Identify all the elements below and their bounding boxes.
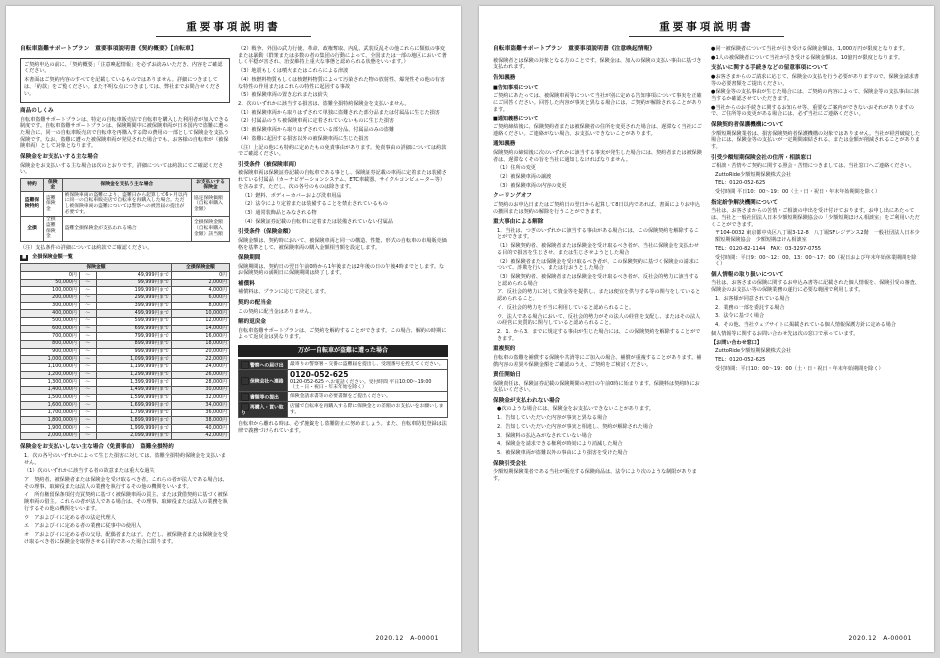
limit-list bbox=[711, 46, 921, 61]
premium-cell: 1,799,999円まで bbox=[96, 409, 171, 417]
premium-cell: 2,000円 bbox=[171, 279, 229, 287]
section-title: 解約返戻金 bbox=[238, 319, 266, 326]
list-item: 3．法令に基づく場合 bbox=[715, 313, 765, 320]
premium-cell: 24,000円 bbox=[171, 363, 229, 371]
title-underline bbox=[629, 36, 784, 37]
section-text: ご契約のお申込日またはご契約日の翌日から起算して8日以内であれば、書面によりお申込の撤回または契約の解除を行うことができます。 bbox=[493, 201, 700, 215]
list-item: ウ アおよびイに定める者の法定代理人 bbox=[24, 514, 116, 521]
section-text: 保険期間は、契約日の翌日午前0時から1年後または2年後の日の午後4時までとします。なお保険契約の満期日に保険期間は終了します。 bbox=[238, 263, 445, 277]
step-label: 保険会社へ連絡 bbox=[239, 370, 288, 392]
section-text: 保険責任は、保険証券記載の保険期間の初日の午前0時に始まります。保険料は契約時にお支払いください。 bbox=[493, 380, 700, 394]
table-row bbox=[21, 363, 230, 371]
range-separator: 〜 bbox=[79, 310, 96, 318]
list-item: ●次のような場合には、保険金をお支払いできないことがあります。 bbox=[497, 406, 654, 413]
title-underline bbox=[156, 36, 311, 37]
premium-cell: 200,000円 bbox=[21, 294, 80, 302]
page-title: 重要事項説明書 bbox=[659, 21, 754, 33]
premium-cell: 800,000円 bbox=[21, 340, 80, 348]
inquiry-contact bbox=[711, 348, 921, 372]
premium-cell: 700,000円 bbox=[21, 333, 80, 341]
step-label: 書類等の提出 bbox=[239, 392, 288, 402]
premium-cell: 1,099,999円まで bbox=[96, 356, 171, 364]
privacy-list bbox=[711, 296, 921, 329]
page-footer: 2020.12 A-00001 bbox=[375, 635, 439, 642]
section-text: ご相談・苦情やご契約に関する照会・苦情につきましては、当社窓口へご連絡ください。 bbox=[711, 163, 915, 170]
table-row bbox=[21, 294, 230, 302]
list-item: （1）次のいずれかに該当する者の故意または重大な過失 bbox=[24, 468, 155, 475]
range-separator: 〜 bbox=[79, 409, 96, 417]
premium-cell: 1,100,000円 bbox=[21, 363, 80, 371]
list-item: 1．お客様が同意されている場合 bbox=[715, 295, 790, 302]
range-separator: 〜 bbox=[79, 317, 96, 325]
list-item: ●1人の被保険者について当社が引き受ける保険金額は、10億円が限度となります。 bbox=[711, 54, 903, 61]
premium-cell: 1,899,999円まで bbox=[96, 417, 171, 425]
list-item: 4．その他、当社ウェブサイトに掲載されている個人情報保護方針に定める場合 bbox=[715, 322, 896, 328]
premium-cell: 1,500,000円 bbox=[21, 394, 80, 402]
section-title: 保険金をお支払いしない主な場合（免責事由） 盗難全損特約 bbox=[20, 444, 174, 451]
association-hours: 受付時間：平日9：00〜12：00、13：00〜17：00（祝日および年末年始休業期間を除く） bbox=[715, 254, 917, 268]
range-separator: 〜 bbox=[79, 432, 96, 440]
section-title: クーリングオフ bbox=[493, 193, 532, 200]
section-title: 重複契約 bbox=[493, 346, 516, 353]
company-tel[interactable]: TEL：0120-052-625 bbox=[715, 180, 766, 187]
list-item: （2）法令により定着または装備することを禁止されているもの bbox=[242, 201, 388, 208]
table-row bbox=[21, 356, 230, 364]
range-separator: 〜 bbox=[79, 294, 96, 302]
section-title: 保険期間 bbox=[238, 255, 261, 262]
coverage-desc: 被保険車両の盗難により、盗難日から起算して6ヶ月以内に同一の自転車販売店で自転車を再購入した場合。ただし被保険車両の盗難については警察への被害届の提出が必要です。 bbox=[62, 192, 191, 217]
premium-cell: 0円 bbox=[21, 272, 80, 280]
premium-cell: 1,200,000円 bbox=[21, 371, 80, 379]
section-text: 当社は、お客さまの保険に関するお申込み書等に記載された個人情報を、保険引受の審査、保険金のお支払い等の保険業務の遂行に必要な範囲で利用します。 bbox=[711, 280, 920, 294]
premium-cell: 0円 bbox=[171, 272, 229, 280]
list-item: ●お客さまからのご請求に応じて、保険金の支払を行う必要がありますので、保険金請求書等の必要書類をご提出ください。 bbox=[711, 73, 919, 87]
section-text: 自転車の盗難を補償する保険や共済等にご加入の場合、補償が重複することがあります。補償内容の差異や保険金額をご確認のうえ、ご契約をご検討ください。 bbox=[493, 354, 702, 368]
section-title: 保険金が支払われない場合 bbox=[493, 398, 561, 405]
list-item: （3）地震もしくは噴火またはこれらによる津波 bbox=[238, 68, 349, 75]
section-title: 引受条件（保険金額） bbox=[238, 229, 294, 236]
premium-cell: 699,999円まで bbox=[96, 325, 171, 333]
non-payment-list bbox=[493, 406, 703, 456]
premium-cell: 499,999円まで bbox=[96, 310, 171, 318]
company-name: ZuttoRide少額短期保険株式会社 bbox=[715, 171, 792, 178]
premium-cell: 1,900,000円 bbox=[21, 425, 80, 433]
section-text: 個人情報等に関するお問い合わせ先は次の窓口で承っています。 bbox=[711, 330, 859, 337]
list-item: （3）被保険車両の内容の変更 bbox=[497, 182, 567, 189]
list-item: （4）核燃料物質もしくは核燃料物質によって汚染された物の放射性、爆発性その他の有害な特性の作用またはこれらの特性に起因する事故 bbox=[238, 76, 445, 90]
section-text: 補償料は、プランに応じて決定します。 bbox=[238, 289, 330, 296]
premium-cell: 26,000円 bbox=[171, 371, 229, 379]
coverage-desc: 盗難全損保険金が支払われる場合 bbox=[62, 216, 191, 241]
section-text: 自転車盗難サポートプランは、特定の自転車販売店で自転車を購入した利用者が加入できる制度です。自転車盗難サポートプランは、保険期間中に被保険車両が日本国内で盗難に遭った場合に、同一の自転車販売店で自転車を再購入する際の費用の一部として保険金を支払う保険です。なお、盗難に遭った被保険車両が発見された場合でも、お客様の自転車が（被保険車両）として対象となります。 bbox=[20, 116, 229, 150]
intro-box bbox=[20, 58, 230, 104]
section-title: 保険引受会社 bbox=[493, 460, 527, 467]
section-text: 被保険車両は保険証券記載の自転車である事とし、保険証券記載の車両に定着または装備されている付属品（カーナビゲーションシステム、ETC車載器、サイクルコンピューター等）を含みます。ただし、次の各号のものは除きます。 bbox=[238, 170, 447, 190]
section-title: 保険金をお支払いする主な場合 bbox=[20, 154, 99, 161]
section-title: 引受条件（被保険車両） bbox=[238, 162, 300, 169]
premium-cell: 38,000円 bbox=[171, 417, 229, 425]
list-item: （3）被保険車両から取りはずされている部分品、付属品のみの盗難 bbox=[238, 127, 395, 134]
premium-cell: 6,000円 bbox=[171, 294, 229, 302]
list-item: ●当社からのお手続きに関するお知らせ等、重要なご案内ができないおそれがありますので、ご住所等の変更がある場合には、必ず当社にご連絡ください。 bbox=[711, 104, 914, 118]
section-title: 契約の配当金 bbox=[238, 300, 272, 307]
intro-text: ご契約申込の前に、「契約概要」「注意喚起情報」を必ずお読みいただき、内容をご確認ください。 bbox=[24, 61, 223, 75]
coverage-table bbox=[20, 178, 230, 242]
table-row bbox=[21, 325, 230, 333]
coverage-header: 保険金を支払う主な場合 bbox=[62, 179, 191, 192]
document-heading: 自転車盗難サポートプラン 重要事項説明書《注意喚起情報》 bbox=[493, 46, 656, 52]
association-contact bbox=[711, 230, 921, 268]
right-column-a bbox=[493, 46, 703, 485]
range-separator: 〜 bbox=[79, 325, 96, 333]
premium-cell: 199,999円まで bbox=[96, 287, 171, 295]
section-text: ご契約にあたっては、被保険車両等について当社が別に定める告知事項について事実を正確にご回答ください。回答した内容が事実と異なる場合には、ご契約が解除されることがあります。 bbox=[493, 93, 702, 113]
procedure-list bbox=[711, 74, 921, 118]
list-item: 1．告知していただいた内容が事実と異なる場合 bbox=[497, 415, 608, 422]
list-item: （2）付属品のうち被保険車両に定着されていないものに生じた損害 bbox=[238, 118, 395, 125]
section-text: 少額短期保険業者である当社が販売する保険商品は、法令により次のような制限があります。 bbox=[493, 469, 697, 482]
premium-cell: 1,400,000円 bbox=[21, 386, 80, 394]
table-row bbox=[21, 340, 230, 348]
premium-cell: 1,600,000円 bbox=[21, 402, 80, 410]
section-note: （注）上記の他にも特約に定めたもの免責事由があります。免責事由の詳細については約款でご確認ください。 bbox=[238, 144, 447, 158]
step-label: 再購入・買い取り bbox=[239, 402, 288, 418]
page-contract-summary bbox=[6, 6, 461, 652]
table-row bbox=[21, 379, 230, 387]
premium-cell: 1,299,999円まで bbox=[96, 371, 171, 379]
premium-cell: 14,000円 bbox=[171, 325, 229, 333]
notice-list bbox=[493, 165, 703, 189]
premium-cell: 22,000円 bbox=[171, 356, 229, 364]
list-item: ●同一被保険者について当社が引き受ける保険金額は、1,000万円が限度となります。 bbox=[711, 46, 908, 52]
table-row bbox=[21, 310, 230, 318]
premium-cell: 1,800,000円 bbox=[21, 417, 80, 425]
list-item: （5）被保険車両の置き忘れまたは紛失 bbox=[238, 92, 328, 99]
intro-text: 本書面はご契約内容のすべてを記載しているものではありません。詳細につきましては、「約款」をご覧ください。また不明な点につきましては、弊社までお問合せください。 bbox=[24, 77, 221, 97]
table-row bbox=[21, 409, 230, 417]
premium-cell: 16,000円 bbox=[171, 333, 229, 341]
table-row bbox=[21, 317, 230, 325]
list-item: 1．次の各号のいずれかによって生じた損害に対しては、盗難全損特約保険金を支払いません。 bbox=[24, 452, 226, 466]
step-label: 警察への届け出 bbox=[239, 360, 288, 370]
premium-cell: 49,999円まで bbox=[96, 272, 171, 280]
premium-cell: 899,999円まで bbox=[96, 340, 171, 348]
coverage-header: 保険金 bbox=[44, 179, 63, 192]
list-item: 5．被保険車両が盗難以外の事由により損害を受けた場合 bbox=[497, 450, 628, 457]
subsection-title: ■告知事項について bbox=[493, 85, 539, 92]
range-separator: 〜 bbox=[79, 417, 96, 425]
list-item: 2．告知していただいた内容が事実と相違し、契約が解除された場合 bbox=[497, 423, 654, 430]
table-row bbox=[239, 370, 448, 392]
table-row bbox=[21, 386, 230, 394]
premium-cell: 1,699,999円まで bbox=[96, 402, 171, 410]
coverage-pay: 協定保険価額（自転車購入金額） bbox=[192, 192, 230, 217]
section-title: 通知義務 bbox=[493, 141, 516, 148]
range-separator: 〜 bbox=[79, 379, 96, 387]
theft-banner: 万が一自転車が盗難に遭った場合 bbox=[238, 345, 448, 357]
premium-cell: 30,000円 bbox=[171, 386, 229, 394]
premium-cell: 99,999円まで bbox=[96, 279, 171, 287]
table-row bbox=[21, 394, 230, 402]
range-separator: 〜 bbox=[79, 425, 96, 433]
coverage-header: お支払いする保険金 bbox=[192, 179, 230, 192]
left-column-a bbox=[20, 46, 230, 547]
section-title: 責任開始日 bbox=[493, 372, 521, 379]
list-item: （1）保険契約者、被保険者または保険金を受け取るべき者が、当社に保険金を支払わせる目的で損害を生じさせ、または生じさせようとした場合 bbox=[497, 243, 699, 256]
company-contact bbox=[711, 172, 921, 196]
list-item: （3）通常装飾品とみなされる物 bbox=[242, 210, 317, 217]
premium-cell: 32,000円 bbox=[171, 394, 229, 402]
right-column-b bbox=[711, 46, 921, 374]
list-item: 2．次のいずれかに該当する損害は、盗難全損特約保険金を支払いません。 bbox=[238, 101, 410, 108]
section-text: 保険金をお支払いする主な場合は次のとおりです。詳細については約款にてご確認ください。 bbox=[20, 162, 224, 176]
step-text: 0120-052-625 0120-052-625 へお電話ください。受付時間 平日10:00〜19:00（土・日・祝日・年末年始を除く） bbox=[288, 370, 448, 392]
list-item: イ 所有権留保条項付売買契約に基づく被保険車両の買主、または貸借契約に基づく被保険車両の借主。これらの者が法人である場合は、その理事、取締役または法人の業務を執行するその他の機関をいいます。 bbox=[24, 492, 228, 512]
step-1-icon bbox=[241, 361, 249, 369]
left-column-b bbox=[238, 46, 448, 437]
range-separator: 〜 bbox=[79, 302, 96, 310]
premium-cell: 2,099,999円まで bbox=[96, 432, 171, 440]
range-separator: 〜 bbox=[79, 394, 96, 402]
premium-cell: 400,000円 bbox=[21, 310, 80, 318]
company-name: ZuttoRide少額短期保険株式会社 bbox=[715, 348, 792, 355]
premium-cell: 399,999円まで bbox=[96, 302, 171, 310]
coverage-pay: 全損保険金額（自転車購入金額）該当額 bbox=[192, 216, 230, 241]
list-item: オ アおよびイに定める者の父母、配偶者または子。ただし、被保険者または保険金を受け取るべき者に保険金を取得させる目的であった場合に限ります。 bbox=[24, 532, 228, 545]
premium-cell: 50,000円 bbox=[21, 279, 80, 287]
coverage-cat: 盗難保険特約 bbox=[21, 192, 44, 217]
company-tel[interactable]: TEL：0120-052-625 bbox=[715, 356, 766, 363]
range-separator: 〜 bbox=[79, 356, 96, 364]
premium-cell: 2,000,000円 bbox=[21, 432, 80, 440]
step-4-icon bbox=[241, 403, 249, 411]
coverage-header: 特約 bbox=[21, 179, 44, 192]
premium-cell: 1,300,000円 bbox=[21, 379, 80, 387]
premium-cell: 1,700,000円 bbox=[21, 409, 80, 417]
list-item: ア 契約者、被保険者または保険金を受け取るべき者。これらの者が法人である場合は、その理事、取締役または法人の業務を執行するその他の機関をいいます。 bbox=[24, 476, 228, 490]
step-2-icon bbox=[241, 377, 249, 385]
coverage-cat: 全損 bbox=[21, 216, 44, 241]
premium-cell: 40,000円 bbox=[171, 425, 229, 433]
premium-cell: 36,000円 bbox=[171, 409, 229, 417]
page-footer: 2020.12 A-00001 bbox=[848, 635, 912, 642]
table-row bbox=[21, 287, 230, 295]
section-text: 当社は、お客さまからの苦情・ご相談の申出を受け付けております。お申し出にあたっては、当社と一般社団法人日本少額短期保険協会の「少額短期ほけん相談室」をご利用いただくことができます。 bbox=[711, 208, 920, 228]
premium-cell: 599,999円まで bbox=[96, 317, 171, 325]
list-item: 1．当社は、つぎのいずれかに該当する事由がある場合には、この保険契約を解除することができます。 bbox=[497, 227, 699, 241]
premium-cell: 1,999,999円まで bbox=[96, 425, 171, 433]
range-separator: 〜 bbox=[79, 386, 96, 394]
table-title-text: 全損保険金額一覧 bbox=[32, 254, 73, 261]
list-item: （4）保険証券記載の自転車に定着または装備されていない付属品 bbox=[242, 218, 393, 225]
list-item: （2）戦争、外国の武力行使、革命、政権奪取、内乱、武装反乱その他これらに類似の事変または暴動（群衆または多数の者の集団の行動によって、全国または一部の地区において著しく平穏が害され、治安維持上重大な事態と認められる状態をいいます。） bbox=[238, 46, 447, 66]
premium-cell: 999,999円まで bbox=[96, 348, 171, 356]
premium-cell: 799,999円まで bbox=[96, 333, 171, 341]
excluded-items-list bbox=[238, 193, 448, 226]
range-separator: 〜 bbox=[79, 340, 96, 348]
table-row bbox=[239, 360, 448, 370]
theft-steps-table bbox=[238, 359, 448, 418]
premium-header: 全損保険金額 bbox=[171, 264, 229, 272]
step-text: 店舗で自転車を再購入する際に保険金との差額のお支払いをお願いします。 bbox=[288, 402, 448, 418]
list-item: （4）盗難に起因する損害以外の被保険車両に生じた損害 bbox=[238, 135, 369, 142]
list-item: （3）保険契約者、被保険者または保険金を受け取るべき者が、反社会的勢力に該当すると認められる場合 bbox=[497, 273, 699, 287]
list-item: エ アおよびイに定める者の業務に従事中の使用人 bbox=[24, 523, 142, 530]
premium-cell: 100,000円 bbox=[21, 287, 80, 295]
section-text: ご契約締結後に、保険契約者または被保険者の住所を変更された場合は、遅滞なく当社にご連絡ください。ご連絡がない場合、お支払いできないことがあります。 bbox=[493, 124, 702, 137]
list-item: （2）被保険車両の譲渡 bbox=[497, 174, 552, 181]
section-text: 自転車盗難サポートプランは、ご契約を解約することができます。この場合、解約の時期によって返戻金は異なります。 bbox=[238, 327, 447, 341]
list-item: （1）住所の変更 bbox=[497, 165, 536, 172]
premium-cell: 299,999円まで bbox=[96, 294, 171, 302]
range-separator: 〜 bbox=[79, 402, 96, 410]
premium-cell: 42,000円 bbox=[171, 432, 229, 440]
cancellation-list bbox=[493, 228, 703, 343]
section-note: （注）支払条件の詳細については約款でご確認ください。 bbox=[20, 244, 153, 251]
table-row bbox=[239, 392, 448, 402]
closing-text: 自転車から離れる時は、必ず施錠をし盗難防止に努めましょう。また、自転車防犯登録は法律で義務づけられています。 bbox=[238, 421, 447, 434]
range-separator: 〜 bbox=[79, 333, 96, 341]
section-title: 指定紛争解決機関について bbox=[711, 199, 779, 206]
premium-table bbox=[20, 263, 230, 440]
premium-cell: 18,000円 bbox=[171, 340, 229, 348]
table-row bbox=[21, 192, 230, 217]
section-title: 補償料 bbox=[238, 281, 255, 288]
step-text: 最寄りの警察署・交番に盗難届を提出し、受理番号を控えてください。 bbox=[288, 360, 448, 370]
company-hours: 受付時間：平日10：00〜19：00（土・日・祝日・年末年始期間を除く） bbox=[715, 365, 884, 372]
document-heading: 自転車盗難サポートプラン 重要事項説明書《契約概要》【自転車】 bbox=[20, 46, 197, 52]
range-separator: 〜 bbox=[79, 371, 96, 379]
section-text: 少額短期保険業者は、損害保険契約者保護機構の対象ではありません。当社が経営破綻した場合には、保険金等の支払いが一定期間凍結される、または金額が削減されることがあります。 bbox=[711, 130, 921, 150]
step-3-icon bbox=[241, 393, 249, 401]
table-row bbox=[21, 272, 230, 280]
premium-header: 保険金額 bbox=[21, 264, 172, 272]
range-separator: 〜 bbox=[79, 363, 96, 371]
section-title: 重大事由による解除 bbox=[493, 219, 544, 226]
section-title: 個人情報の取り扱いについて bbox=[711, 272, 784, 279]
list-item: （1）被保険車両から取りはずされて単独に盗難された部分品または付属品に生じた損害 bbox=[238, 109, 440, 116]
association-address: 〒104-0032 東京都中央区八丁堀3-12-8 八丁堀SFレジデンス2階 一般社団法人日本少額短期保険協会 少額短期ほけん相談室 bbox=[715, 230, 920, 244]
premium-cell: 28,000円 bbox=[171, 379, 229, 387]
table-row bbox=[21, 216, 230, 241]
table-row bbox=[21, 348, 230, 356]
company-hours: 受付時間 平日10：00〜19：00（土・日・祝日・年末年始期間を除く） bbox=[715, 189, 881, 196]
section-title: 引受少額短期保険会社の住所・相談窓口 bbox=[711, 154, 812, 161]
section-title: 保険契約者保護機構について bbox=[711, 122, 784, 129]
range-separator: 〜 bbox=[79, 272, 96, 280]
list-item: 2．業務の一部を委託する場合 bbox=[715, 304, 785, 311]
subsection-title: ■通知義務について bbox=[493, 116, 539, 123]
section-text: この契約に配当金はありません。 bbox=[238, 308, 315, 315]
list-item: ア．反社会的勢力に対して資金等を提供し、または便宜を供与する等の関与をしていると認められること。 bbox=[497, 289, 701, 303]
range-separator: 〜 bbox=[79, 348, 96, 356]
list-item: イ．反社会的勢力を不当に利用していると認められること。 bbox=[497, 304, 635, 311]
section-title: 告知義務 bbox=[493, 75, 516, 82]
premium-cell: 1,599,999円まで bbox=[96, 394, 171, 402]
premium-cell: 4,000円 bbox=[171, 287, 229, 295]
premium-cell: 12,000円 bbox=[171, 317, 229, 325]
table-row bbox=[21, 432, 230, 440]
premium-cell: 900,000円 bbox=[21, 348, 80, 356]
premium-cell: 1,000,000円 bbox=[21, 356, 80, 364]
premium-cell: 20,000円 bbox=[171, 348, 229, 356]
section-title: 支払いに関する手続きなどの留意事項について bbox=[711, 65, 829, 72]
coverage-name: 全損盗難保険金 bbox=[44, 216, 63, 241]
premium-cell: 600,000円 bbox=[21, 325, 80, 333]
page-important-notice bbox=[479, 6, 934, 652]
phone-number[interactable]: 0120-052-625 bbox=[290, 369, 349, 379]
premium-cell: 1,199,999円まで bbox=[96, 363, 171, 371]
section-text: 保険金額は、契約時において、被保険車両と同一の構造、性能、形式の自転車の市場販売価格を基準として、被保険車両の購入金額相当額を設定します。 bbox=[238, 237, 447, 251]
intro-text: 被保険者とは保険の対象となる方のことです。保険金は、加入の保険の支払い事由に基づき支払われます。 bbox=[493, 57, 702, 71]
list-item: （2）被保険者または保険金を受け取るべき者が、この保険契約に基づく保険金の請求について、詐欺を行い、または行おうとした場合 bbox=[497, 258, 699, 272]
table-row bbox=[21, 302, 230, 310]
table-row bbox=[21, 402, 230, 410]
exclusion-list bbox=[20, 453, 230, 546]
list-item: ウ．法人である場合において、反社会的勢力がその法人の経営を支配し、またはその法人の経営に実質的に関与していると認められること。 bbox=[497, 313, 701, 327]
table-row bbox=[21, 425, 230, 433]
association-tel[interactable]: TEL：0120-82-1144 FAX：03-3297-0755 bbox=[715, 245, 822, 252]
premium-cell: 500,000円 bbox=[21, 317, 80, 325]
premium-cell: 1,399,999円まで bbox=[96, 379, 171, 387]
list-item: 2．1．から3．までに規定する事由が生じた場合には、この保険契約を解除することができます。 bbox=[497, 328, 701, 342]
table-row bbox=[21, 333, 230, 341]
table-row bbox=[21, 371, 230, 379]
exclusion-list-cont bbox=[238, 46, 448, 143]
table-row bbox=[21, 279, 230, 287]
premium-cell: 10,000円 bbox=[171, 310, 229, 318]
step-text: 保険金請求書等の必要書類をご提出ください。 bbox=[288, 392, 448, 402]
list-item: （1）燃料、ボディーカバーおよび洗車用品 bbox=[242, 192, 342, 199]
contact-title: 【お問い合わせ窓口】 bbox=[711, 340, 762, 347]
coverage-name: 盗難保険金 bbox=[44, 192, 63, 217]
page-title: 重要事項説明書 bbox=[186, 21, 281, 33]
list-item: ●保険金等の支払事由が生じた場合には、ご契約の内容によって、保険金等の支払事由に該当するか確認させていただきます。 bbox=[711, 89, 920, 102]
list-item: 3．保険料の払込みがなされていない場合 bbox=[497, 432, 592, 439]
range-separator: 〜 bbox=[79, 287, 96, 295]
section-text: 保険契約の締結後に次のいずれかに該当する事実が発生した場合には、契約者または被保険者は、遅滞なくその旨を当社に通知しなければなりません。 bbox=[493, 149, 702, 163]
premium-cell: 300,000円 bbox=[21, 302, 80, 310]
premium-cell: 34,000円 bbox=[171, 402, 229, 410]
table-row bbox=[21, 417, 230, 425]
table-row bbox=[239, 402, 448, 418]
premium-cell: 1,499,999円まで bbox=[96, 386, 171, 394]
list-item: 4．保険金を請求できる権利が時効により消滅した場合 bbox=[497, 441, 623, 448]
table-title bbox=[20, 254, 230, 261]
table-tag-icon: ■ bbox=[22, 255, 27, 261]
premium-cell: 8,000円 bbox=[171, 302, 229, 310]
section-title: 商品のしくみ bbox=[20, 108, 54, 115]
range-separator: 〜 bbox=[79, 279, 96, 287]
